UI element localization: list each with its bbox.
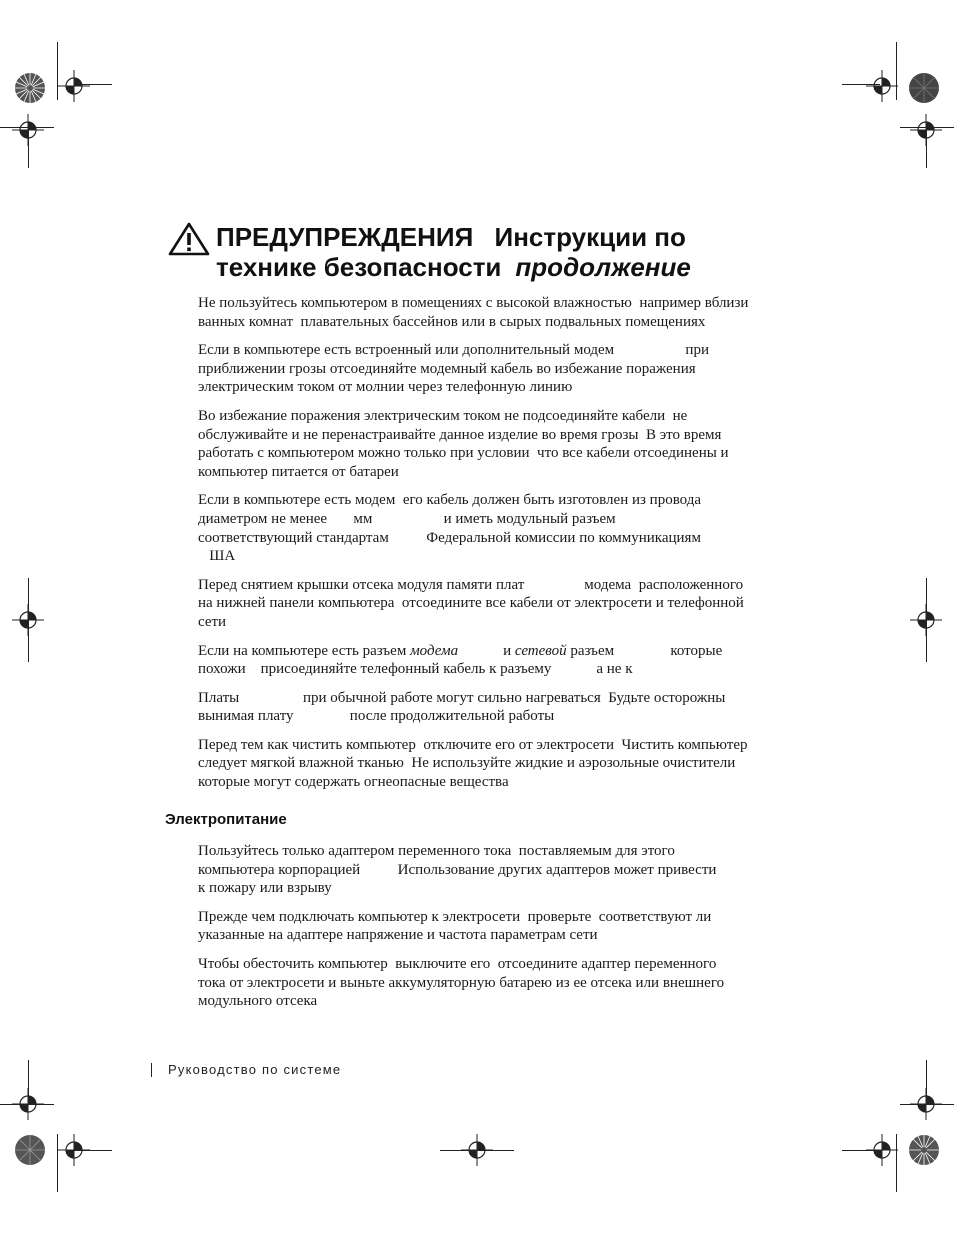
registration-star-icon [908, 72, 940, 104]
crop-line [57, 42, 58, 100]
footer-divider [151, 1063, 152, 1077]
paragraph: Если в компьютере есть модем его кабель должен быть изготовлен из провода диаметром не менее мм и иметь модульный разъем соответствующий стандартам Федеральной комиссии по коммуникациям ША [198, 492, 702, 565]
paragraph: Перед снятием крышки отсека модуля памяти плат модема расположенного на нижней панели компьютера отсоедините все кабели от электросети и телефонной сети [198, 576, 744, 630]
crop-line [900, 127, 954, 128]
italic-term: модема [410, 642, 459, 659]
paragraph: Прежде чем подключать компьютер к электросети проверьте соответствуют ли указанные на адаптере напряжение и частота параметрам сети [198, 908, 712, 944]
title-part-2: технике безопасности [216, 252, 502, 282]
crop-line [926, 578, 927, 662]
crop-line [28, 578, 29, 662]
crop-line [74, 84, 112, 85]
paragraph: Перед тем как чистить компьютер отключите его от электросети Чистить компьютер следует мягкой влажной тканью Не используйте жидкие и аэрозольные очистители которые могут содержать огнеопасные вещества [198, 736, 748, 791]
registration-star-icon [14, 72, 46, 104]
paragraph: Если в компьютере есть встроенный или дополнительный модем при приближении грозы отсоединяйте модемный кабель во избежание поражения электрическим током от молнии через телефонную линию [198, 342, 709, 396]
crop-line [28, 128, 29, 168]
crop-line [926, 1060, 927, 1096]
page-footer: Руководство по системе [168, 1062, 342, 1077]
title-part-1: Инструкции по [494, 222, 686, 252]
paragraph: Не пользуйтесь компьютером в помещениях с высокой влажностью например вблизи ванных комнат плавательных бассейнов или в сырых подвальных помещениях [198, 295, 749, 330]
paragraph: Чтобы обесточить компьютер выключите его отсоедините адаптер переменного тока от электросети и выньте аккумуляторную батарею из ее отсека или внешнего модульного отсека [198, 955, 725, 1010]
paragraph: Пользуйтесь только адаптером переменного тока поставляемым для этого компьютера корпорацией Использование других адаптеров может привести к пожару или взрыву [198, 843, 717, 897]
paragraph: Во избежание поражения электрическим током не подсоединяйте кабели не обслуживайте и не перенастраивайте данное изделие во время грозы В это время работать с компьютером можно только при условии что все кабели отсоединены и компьютер питается от батареи [198, 407, 729, 480]
page-title [168, 222, 808, 282]
crop-line [28, 1060, 29, 1096]
section-heading: Электропитание [165, 811, 287, 828]
warning-label: ПРЕДУПРЕЖДЕНИЯ [216, 222, 474, 252]
power-section [198, 842, 778, 1021]
crop-line [74, 1150, 112, 1151]
modem-paragraph [198, 642, 778, 679]
text-run: и [458, 642, 515, 659]
crop-line [896, 1134, 897, 1192]
registration-target-icon [866, 70, 898, 102]
crop-line [842, 84, 880, 85]
crop-line [900, 1104, 954, 1105]
crop-line [57, 1134, 58, 1192]
text-run: Если на компьютере есть разъем [198, 642, 411, 659]
italic-term: сетевой [514, 642, 567, 659]
crop-line [896, 42, 897, 100]
safety-instructions [198, 294, 778, 802]
registration-target-icon [58, 70, 90, 102]
registration-star-icon [14, 1134, 46, 1166]
paragraph: Платы при обычной работе могут сильно нагреваться Будьте осторожны вынимая плату после продолжительной работы [198, 689, 726, 725]
registration-star-icon [908, 1134, 940, 1166]
crop-line [926, 128, 927, 168]
crop-line [0, 1104, 54, 1105]
warning-triangle-icon [168, 222, 210, 256]
title-continued: продолжение [515, 252, 691, 282]
crop-line [0, 127, 54, 128]
text-run: разъем которые похожи присоединяйте телефонный кабель к разъему а не к [198, 642, 723, 678]
crop-line [440, 1150, 514, 1151]
crop-line [842, 1150, 880, 1151]
